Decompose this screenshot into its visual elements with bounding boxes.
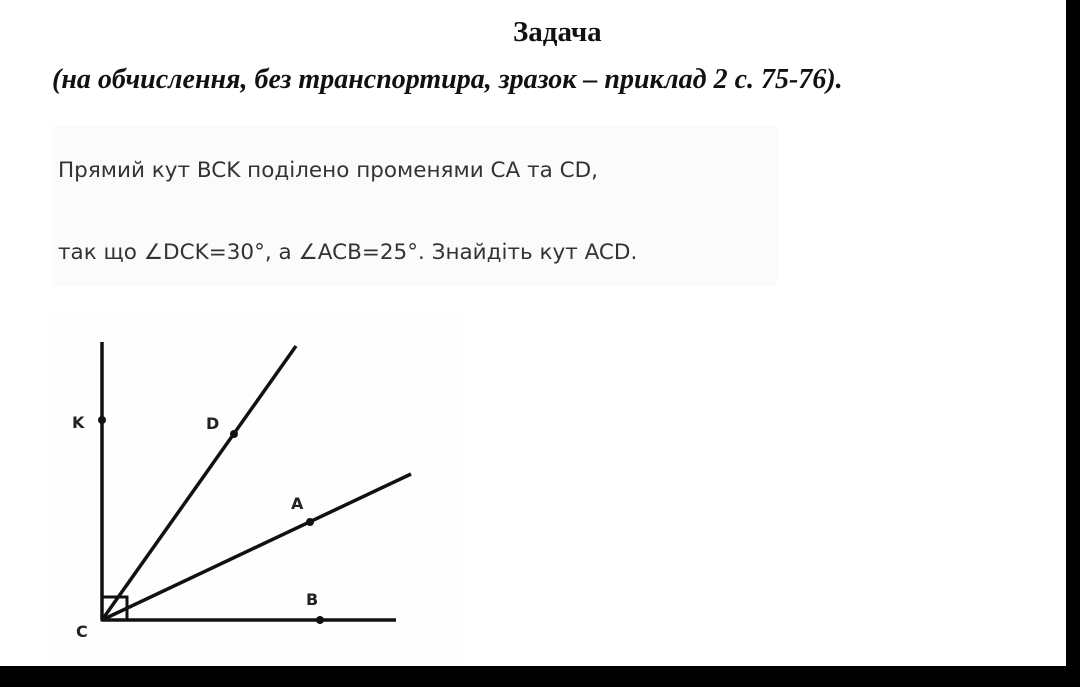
point-a bbox=[306, 518, 314, 526]
ray-cd bbox=[102, 346, 296, 620]
label-c: C bbox=[76, 622, 88, 641]
label-k: K bbox=[72, 413, 85, 432]
task-title: Задача bbox=[513, 16, 602, 48]
ray-ca bbox=[102, 474, 411, 620]
label-b: B bbox=[306, 590, 319, 609]
bottom-frame-bar bbox=[0, 666, 1080, 687]
point-d bbox=[230, 430, 238, 438]
angle-diagram bbox=[52, 312, 462, 664]
geometry-figure bbox=[52, 312, 462, 664]
label-a: A bbox=[291, 494, 304, 513]
point-b bbox=[316, 616, 324, 624]
problem-text-line-1: Прямий кут BCK поділено променями CA та CD, bbox=[58, 158, 599, 183]
task-subtitle: (на обчислення, без транспортира, зразок – приклад 2 с. 75-76). bbox=[52, 64, 843, 95]
problem-text-line-2: так що ∠DCK=30°, а ∠ACB=25°. Знайдіть кут ACD. bbox=[58, 240, 638, 265]
point-k bbox=[98, 416, 106, 424]
label-d: D bbox=[206, 414, 220, 433]
